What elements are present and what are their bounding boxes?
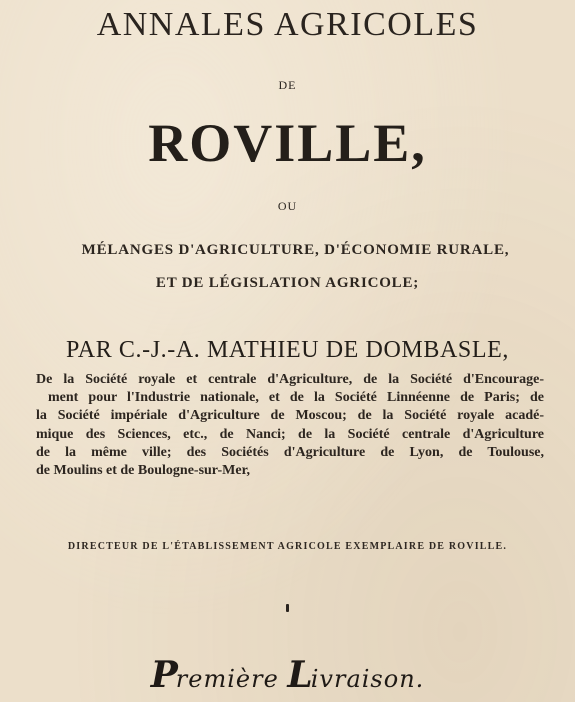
main-title: ANNALES AGRICOLES xyxy=(96,6,479,43)
subtitle-line-2: ET DE LÉGISLATION AGRICOLE; xyxy=(155,275,420,291)
issue-initial-p: P xyxy=(150,654,179,696)
place-title: ROVILLE, xyxy=(148,113,427,173)
membership-line: De la Société royale et centrale d'Agriculture, de la Société d'Encourage- xyxy=(36,372,544,387)
author-memberships xyxy=(36,371,544,480)
author-role: DIRECTEUR DE L'ÉTABLISSEMENT AGRICOLE EXEMPLAIRE DE ROVILLE. xyxy=(67,541,508,552)
subtitle-line-1: MÉLANGES D'AGRICULTURE, D'ÉCONOMIE RURALE, xyxy=(81,242,510,258)
issue-label xyxy=(0,654,575,696)
title-connector-ou: OU xyxy=(277,199,298,213)
membership-line: mique des Sciences, etc., de Nanci; de la Société centrale d'Agriculture xyxy=(36,426,544,442)
ornament-mark xyxy=(286,604,289,612)
author-byline: PAR C.-J.-A. MATHIEU DE DOMBASLE, xyxy=(66,337,509,363)
membership-line: de la même ville; des Sociétés d'Agriculture de Lyon, de Toulouse, xyxy=(36,444,544,460)
issue-word-2: ivraison. xyxy=(310,665,425,693)
membership-line: la Société impériale d'Agriculture de Moscou; de la Société royale acadé- xyxy=(36,408,544,424)
title-connector-de: DE xyxy=(278,78,297,92)
membership-line: de Moulins et de Boulogne-sur-Mer, xyxy=(36,463,251,479)
issue-initial-l: L xyxy=(287,654,314,696)
issue-word-1: remière xyxy=(175,665,279,693)
membership-line: ment pour l'Industrie nationale, et de la Société Linnéenne de Paris; de xyxy=(48,390,544,406)
